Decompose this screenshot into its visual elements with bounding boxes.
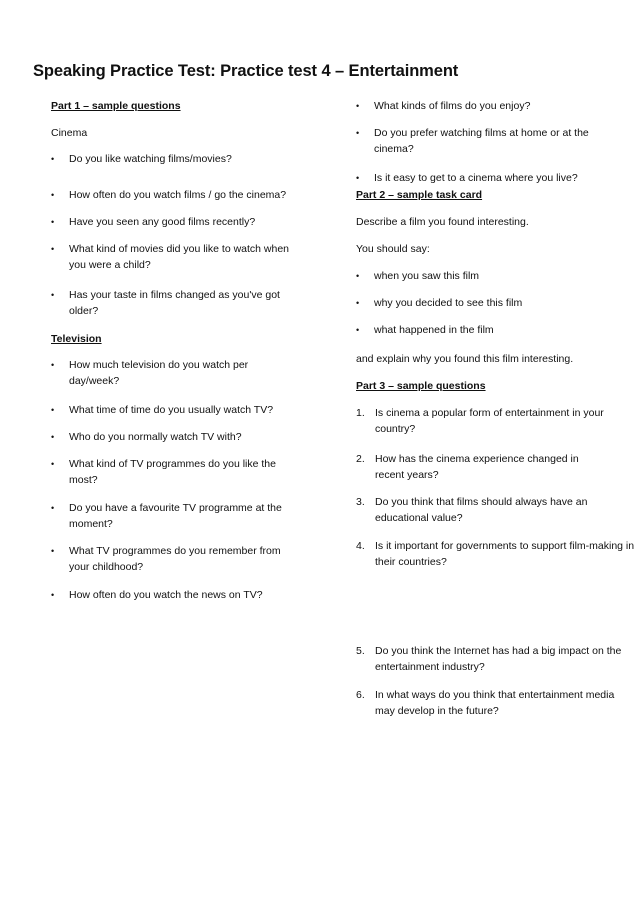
list-item <box>51 587 313 603</box>
bullet-icon: • <box>51 244 55 254</box>
bullet-icon: • <box>356 298 360 308</box>
question-text: In what ways do you think that entertainment media may develop in the future? <box>375 689 615 717</box>
list-item <box>356 125 622 157</box>
item-number: 3. <box>356 496 365 508</box>
cinema-label: Cinema <box>51 127 88 139</box>
should-say-label: You should say: <box>356 243 430 255</box>
question-text: Who do you normally watch TV with? <box>69 431 242 443</box>
item-number: 2. <box>356 453 365 465</box>
list-item <box>356 170 622 186</box>
question-text: What kind of movies did you like to watch when you were a child? <box>69 243 290 271</box>
question-text: Do you think that films should always have an educational value? <box>375 496 588 524</box>
item-number: 4. <box>356 540 365 552</box>
bullet-icon: • <box>356 271 360 281</box>
task-point-text: what happened in the film <box>374 324 494 336</box>
bullet-icon: • <box>51 432 55 442</box>
list-item <box>356 268 622 284</box>
list-item <box>51 287 301 319</box>
list-item <box>51 500 301 532</box>
bullet-icon: • <box>51 546 55 556</box>
document-title: Speaking Practice Test: Practice test 4 – Entertainment <box>33 62 459 80</box>
bullet-icon: • <box>51 290 55 300</box>
list-item <box>356 687 623 719</box>
bullet-icon: • <box>51 217 55 227</box>
question-text: How often do you watch the news on TV? <box>69 589 263 601</box>
television-heading: Television <box>51 333 102 345</box>
list-item <box>51 241 301 273</box>
list-item <box>356 405 623 437</box>
list-item <box>51 456 301 488</box>
question-text: How has the cinema experience changed in recent years? <box>375 453 579 481</box>
bullet-icon: • <box>51 459 55 469</box>
question-text: Do you think the Internet has had a big impact on the entertainment industry? <box>375 645 622 673</box>
bullet-icon: • <box>51 154 55 164</box>
question-text: Is cinema a popular form of entertainment in your country? <box>375 407 604 435</box>
list-item <box>356 538 638 570</box>
list-item <box>356 451 610 483</box>
question-text: How much television do you watch per day/week? <box>69 359 249 387</box>
list-item <box>51 187 313 203</box>
bullet-icon: • <box>356 325 360 335</box>
question-text: What kind of TV programmes do you like the most? <box>69 458 276 486</box>
list-item <box>51 429 313 445</box>
task-prompt: Describe a film you found interesting. <box>356 216 529 228</box>
question-text: Have you seen any good films recently? <box>69 216 256 228</box>
item-number: 6. <box>356 689 365 701</box>
question-text: Do you prefer watching films at home or at the cinema? <box>374 127 589 155</box>
bullet-icon: • <box>51 360 55 370</box>
list-item <box>356 494 623 526</box>
bullet-icon: • <box>51 503 55 513</box>
bullet-icon: • <box>51 405 55 415</box>
question-text: How often do you watch films / go the cinema? <box>69 189 287 201</box>
list-item <box>51 402 313 418</box>
question-text: Do you have a favourite TV programme at the moment? <box>69 502 282 530</box>
task-point-text: why you decided to see this film <box>374 297 523 309</box>
question-text: Is it easy to get to a cinema where you live? <box>374 172 578 184</box>
bullet-icon: • <box>51 190 55 200</box>
list-item <box>356 643 623 675</box>
part1-heading: Part 1 – sample questions <box>51 100 181 112</box>
explain-text: and explain why you found this film interesting. <box>356 353 574 365</box>
part3-heading: Part 3 – sample questions <box>356 380 486 392</box>
question-text: Is it important for governments to support film-making in their countries? <box>375 540 635 568</box>
item-number: 5. <box>356 645 365 657</box>
bullet-icon: • <box>356 101 360 111</box>
list-item <box>51 543 301 575</box>
bullet-icon: • <box>356 128 360 138</box>
task-point-text: when you saw this film <box>374 270 480 282</box>
list-item <box>51 151 313 167</box>
question-text: What kinds of films do you enjoy? <box>374 100 531 112</box>
list-item <box>356 322 622 338</box>
bullet-icon: • <box>356 173 360 183</box>
question-text: Do you like watching films/movies? <box>69 153 232 165</box>
question-text: What TV programmes do you remember from your childhood? <box>69 545 281 573</box>
item-number: 1. <box>356 407 365 419</box>
question-text: What time of time do you usually watch TV? <box>69 404 274 416</box>
bullet-icon: • <box>51 590 55 600</box>
list-item <box>51 357 269 389</box>
list-item <box>356 295 622 311</box>
question-text: Has your taste in films changed as you've got older? <box>69 289 280 317</box>
list-item <box>356 98 622 114</box>
part2-heading: Part 2 – sample task card <box>356 189 483 201</box>
list-item <box>51 214 313 230</box>
